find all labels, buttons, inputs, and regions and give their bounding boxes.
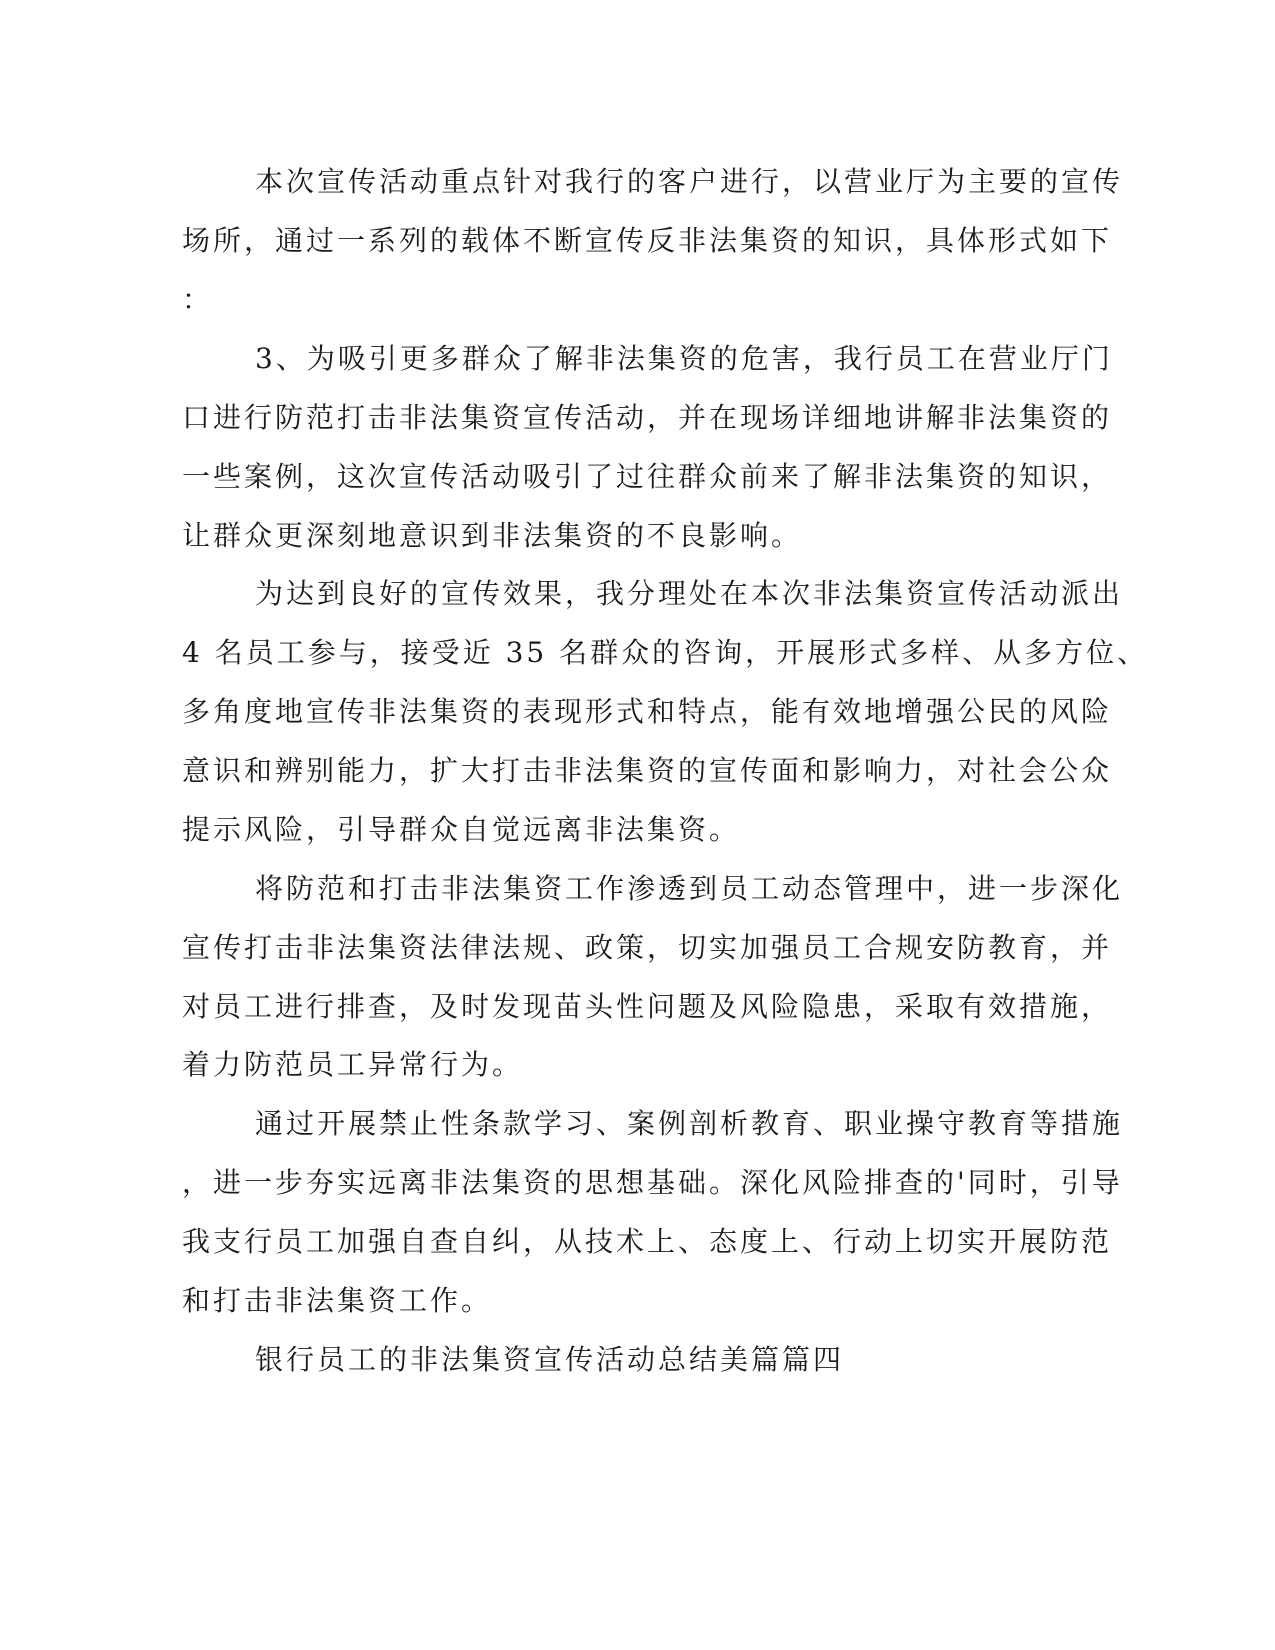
paragraph-line: 多角度地宣传非法集资的表现形式和特点，能有效地增强公民的风险 xyxy=(182,695,1113,728)
paragraph-line: 宣传打击非法集资法律法规、政策，切实加强员工合规安防教育，并 xyxy=(182,931,1113,964)
paragraph-line: 着力防范员工异常行为。 xyxy=(182,1048,524,1081)
paragraph-line: 4 名员工参与，接受近 35 名群众的咨询，开展形式多样、从多方位、 xyxy=(182,636,1149,669)
paragraph-line: 我支行员工加强自查自纠，从技术上、态度上、行动上切实开展防范 xyxy=(182,1225,1113,1258)
section-heading: 银行员工的非法集资宣传活动总结美篇篇四 xyxy=(255,1343,845,1376)
paragraph-line: 提示风险，引导群众自觉远离非法集资。 xyxy=(182,813,741,846)
paragraph-line: 将防范和打击非法集资工作渗透到员工动态管理中，进一步深化 xyxy=(255,872,1124,905)
paragraph-line: ： xyxy=(182,283,214,316)
paragraph-line: 场所，通过一系列的载体不断宣传反非法集资的知识，具体形式如下 xyxy=(182,224,1113,257)
paragraph-line: 意识和辨别能力，扩大打击非法集资的宣传面和影响力，对社会公众 xyxy=(182,754,1113,787)
paragraph-line: 让群众更深刻地意识到非法集资的不良影响。 xyxy=(182,519,803,552)
paragraph-line: 通过开展禁止性条款学习、案例剖析教育、职业操守教育等措施 xyxy=(255,1107,1124,1140)
paragraph-line: 口进行防范打击非法集资宣传活动，并在现场详细地讲解非法集资的 xyxy=(182,401,1113,434)
paragraph-line: 对员工进行排查，及时发现苗头性问题及风险隐患，采取有效措施， xyxy=(182,990,1113,1023)
paragraph-line: 一些案例，这次宣传活动吸引了过往群众前来了解非法集资的知识， xyxy=(182,460,1113,493)
paragraph-line: 为达到良好的宣传效果，我分理处在本次非法集资宣传活动派出 xyxy=(255,577,1124,610)
paragraph-line: 本次宣传活动重点针对我行的客户进行，以营业厅为主要的宣传 xyxy=(255,165,1124,198)
paragraph-line: 和打击非法集资工作。 xyxy=(182,1284,493,1317)
paragraph-line: ，进一步夯实远离非法集资的思想基础。深化风险排查的'同时，引导 xyxy=(182,1166,1123,1199)
paragraph-line: 3、为吸引更多群众了解非法集资的危害，我行员工在营业厅门 xyxy=(255,342,1113,375)
